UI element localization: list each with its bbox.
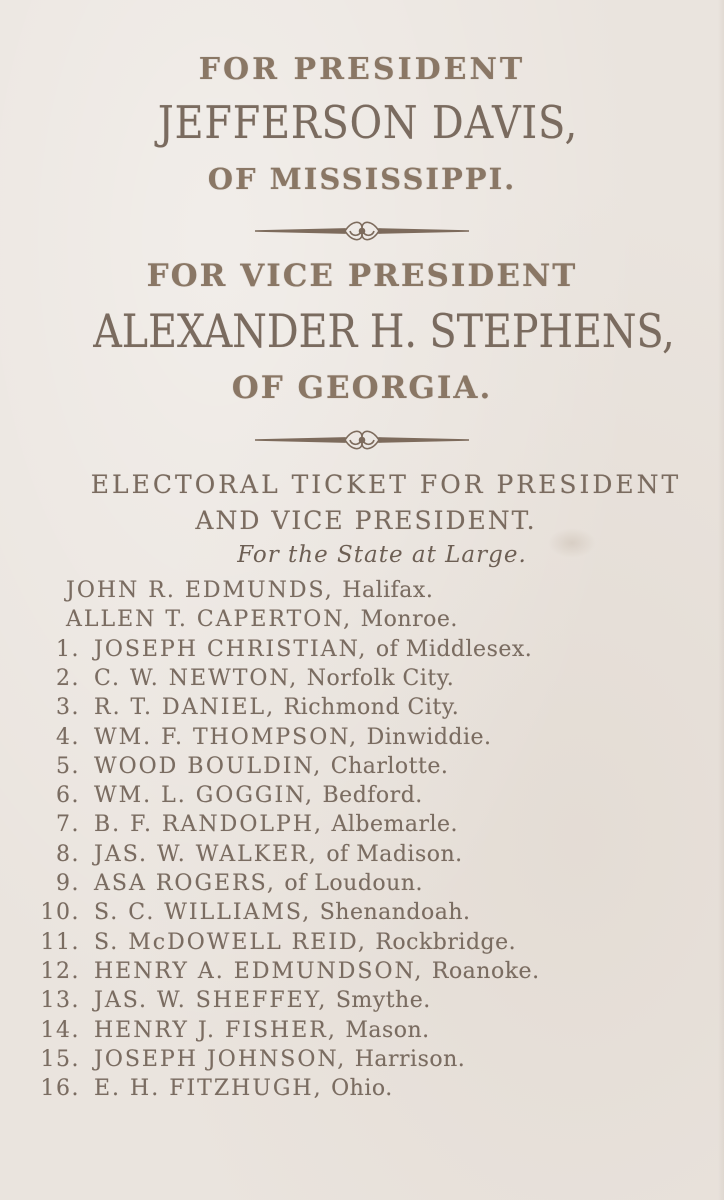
elector-row bbox=[28, 754, 448, 779]
elector-row bbox=[28, 666, 454, 691]
elector-place: Rockbridge. bbox=[375, 929, 517, 955]
elector-name: C. W. NEWTON, bbox=[94, 665, 299, 691]
elector-name: WOOD BOULDIN, bbox=[94, 753, 323, 779]
elector-row bbox=[28, 1018, 430, 1043]
ornamental-divider-bottom bbox=[0, 425, 724, 455]
elector-name: JAS. W. SHEFFEY, bbox=[94, 988, 328, 1014]
elector-place: Harrison. bbox=[354, 1046, 466, 1072]
elector-name: R. T. DANIEL, bbox=[94, 695, 276, 721]
elector-name: ASA ROGERS, bbox=[94, 871, 276, 896]
elector-place: Ohio. bbox=[331, 1076, 393, 1102]
elector-row bbox=[28, 695, 459, 720]
elector-name: HENRY J. FISHER, bbox=[94, 1017, 337, 1043]
elector-name: WM. L. GOGGIN, bbox=[94, 783, 315, 809]
elector-row bbox=[66, 578, 433, 603]
elector-name: ALLEN T. CAPERTON, bbox=[66, 607, 353, 633]
elector-number: 5. bbox=[56, 753, 80, 779]
president-name: JEFFERSON DAVIS, bbox=[157, 96, 579, 149]
elector-number: 15. bbox=[40, 1046, 80, 1072]
elector-name: B. F. RANDOLPH, bbox=[94, 812, 323, 838]
elector-number: 11. bbox=[40, 929, 80, 955]
elector-row bbox=[28, 812, 458, 837]
elector-place: Charlotte. bbox=[330, 753, 449, 779]
elector-number: 9. bbox=[56, 871, 80, 896]
state-at-large-heading: For the State at Large. bbox=[237, 542, 527, 568]
elector-row bbox=[28, 959, 540, 984]
elector-number: 7. bbox=[56, 812, 80, 838]
vice-president-heading: FOR VICE PRESIDENT bbox=[146, 258, 578, 294]
vice-president-state: OF GEORGIA. bbox=[231, 370, 493, 406]
ornamental-divider-top bbox=[0, 216, 724, 246]
electoral-heading-line2: AND VICE PRESIDENT. bbox=[195, 506, 537, 535]
elector-row bbox=[28, 842, 463, 867]
elector-place: Roanoke. bbox=[431, 958, 540, 984]
elector-name: JOSEPH CHRISTIAN, bbox=[94, 636, 368, 662]
elector-place: of Loudoun. bbox=[284, 871, 423, 896]
elector-place: Mason. bbox=[345, 1017, 430, 1043]
elector-place: Shenandoah. bbox=[319, 900, 471, 926]
elector-name: JOSEPH JOHNSON, bbox=[94, 1046, 347, 1072]
elector-number: 1. bbox=[56, 636, 80, 662]
elector-place: Monroe. bbox=[360, 607, 458, 633]
elector-name: S. C. WILLIAMS, bbox=[94, 900, 312, 926]
elector-number: 8. bbox=[56, 841, 80, 867]
president-heading: FOR PRESIDENT bbox=[198, 52, 526, 87]
elector-place: Halifax. bbox=[342, 578, 434, 603]
electoral-heading-line1: ELECTORAL TICKET FOR PRESIDENT bbox=[90, 470, 682, 499]
president-state: OF MISSISSIPPI. bbox=[207, 162, 517, 196]
elector-name: JAS. W. WALKER, bbox=[94, 841, 318, 867]
elector-place: Bedford. bbox=[322, 783, 423, 809]
elector-number: 13. bbox=[40, 988, 80, 1014]
elector-number: 12. bbox=[40, 958, 80, 984]
elector-place: Richmond City. bbox=[283, 695, 460, 721]
elector-number: 3. bbox=[56, 695, 80, 721]
paper-stain bbox=[548, 528, 596, 558]
elector-row bbox=[28, 1047, 465, 1072]
elector-row bbox=[28, 1076, 393, 1101]
elector-row bbox=[28, 725, 492, 750]
elector-row bbox=[28, 988, 431, 1013]
elector-name: S. McDOWELL REID, bbox=[94, 929, 367, 955]
elector-number: 6. bbox=[56, 783, 80, 809]
elector-place: Dinwiddie. bbox=[366, 724, 492, 750]
elector-name: E. H. FITZHUGH, bbox=[94, 1076, 323, 1102]
elector-place: of Madison. bbox=[326, 841, 463, 867]
elector-number: 16. bbox=[40, 1076, 80, 1102]
elector-place: Albemarle. bbox=[331, 812, 459, 838]
elector-place: Smythe. bbox=[335, 988, 431, 1014]
elector-row bbox=[28, 930, 516, 955]
elector-row bbox=[28, 637, 532, 662]
elector-row bbox=[66, 607, 458, 632]
elector-number: 14. bbox=[40, 1017, 80, 1043]
elector-place: Norfolk City. bbox=[306, 665, 455, 691]
elector-name: WM. F. THOMPSON, bbox=[94, 724, 359, 750]
elector-row bbox=[28, 900, 471, 925]
elector-name: HENRY A. EDMUNDSON, bbox=[94, 958, 424, 984]
elector-number: 10. bbox=[40, 900, 80, 926]
elector-number: 4. bbox=[56, 724, 80, 750]
elector-number: 2. bbox=[56, 665, 80, 691]
elector-name: JOHN R. EDMUNDS, bbox=[66, 578, 334, 603]
elector-row bbox=[28, 783, 423, 808]
elector-row bbox=[28, 871, 423, 896]
vice-president-name: ALEXANDER H. STEPHENS, bbox=[93, 304, 675, 358]
elector-place: of Middlesex. bbox=[375, 636, 533, 662]
